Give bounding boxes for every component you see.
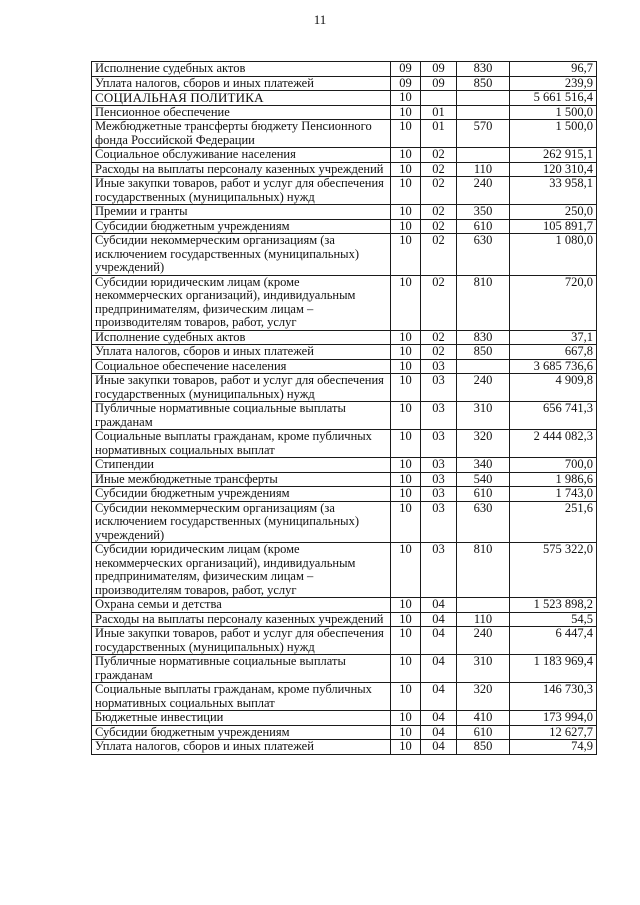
amount-cell: 74,9 xyxy=(510,740,597,755)
amount-cell: 667,8 xyxy=(510,345,597,360)
expense-type-cell: 240 xyxy=(457,627,510,655)
section-code-cell: 10 xyxy=(391,683,421,711)
table-row xyxy=(92,91,597,106)
section-code-cell: 09 xyxy=(391,76,421,91)
item-name-cell: Субсидии некоммерческим организациям (за исключением государственных (муниципальных) учреждений) xyxy=(92,501,391,543)
subsection-code-cell: 01 xyxy=(421,120,457,148)
amount-cell: 262 915,1 xyxy=(510,148,597,163)
amount-cell: 120 310,4 xyxy=(510,162,597,177)
subsection-code-cell: 04 xyxy=(421,627,457,655)
table-row xyxy=(92,740,597,755)
budget-table xyxy=(91,61,597,755)
section-code-cell: 10 xyxy=(391,105,421,120)
item-name-cell: Расходы на выплаты персоналу казенных учреждений xyxy=(92,612,391,627)
expense-type-cell: 540 xyxy=(457,472,510,487)
section-code-cell: 10 xyxy=(391,627,421,655)
item-name-cell: Исполнение судебных актов xyxy=(92,62,391,77)
table-row xyxy=(92,725,597,740)
section-code-cell: 10 xyxy=(391,543,421,598)
amount-cell: 1 183 969,4 xyxy=(510,655,597,683)
item-name-cell: Субсидии бюджетным учреждениям xyxy=(92,487,391,502)
amount-cell: 146 730,3 xyxy=(510,683,597,711)
item-name-cell: Уплата налогов, сборов и иных платежей xyxy=(92,345,391,360)
item-name-cell: Субсидии бюджетным учреждениям xyxy=(92,219,391,234)
item-name-cell: Субсидии некоммерческим организациям (за исключением государственных (муниципальных) учреждений) xyxy=(92,234,391,276)
item-name-cell: Иные межбюджетные трансферты xyxy=(92,472,391,487)
item-name-cell: Публичные нормативные социальные выплаты гражданам xyxy=(92,655,391,683)
amount-cell: 720,0 xyxy=(510,275,597,330)
table-row xyxy=(92,120,597,148)
section-code-cell: 10 xyxy=(391,219,421,234)
expense-type-cell: 610 xyxy=(457,219,510,234)
section-code-cell: 10 xyxy=(391,345,421,360)
section-code-cell: 10 xyxy=(391,740,421,755)
amount-cell: 1 080,0 xyxy=(510,234,597,276)
expense-type-cell: 310 xyxy=(457,655,510,683)
subsection-code-cell: 03 xyxy=(421,458,457,473)
table-row xyxy=(92,612,597,627)
subsection-code-cell: 04 xyxy=(421,612,457,627)
amount-cell: 700,0 xyxy=(510,458,597,473)
section-code-cell: 10 xyxy=(391,711,421,726)
table-row xyxy=(92,683,597,711)
item-name-cell: СОЦИАЛЬНАЯ ПОЛИТИКА xyxy=(92,91,391,106)
budget-table-body xyxy=(92,62,597,755)
subsection-code-cell: 02 xyxy=(421,219,457,234)
expense-type-cell xyxy=(457,359,510,374)
table-row xyxy=(92,359,597,374)
expense-type-cell: 110 xyxy=(457,162,510,177)
section-code-cell: 10 xyxy=(391,501,421,543)
section-code-cell: 10 xyxy=(391,487,421,502)
amount-cell: 173 994,0 xyxy=(510,711,597,726)
amount-cell: 3 685 736,6 xyxy=(510,359,597,374)
subsection-code-cell: 03 xyxy=(421,472,457,487)
item-name-cell: Пенсионное обеспечение xyxy=(92,105,391,120)
item-name-cell: Иные закупки товаров, работ и услуг для обеспечения государственных (муниципальных) нужд xyxy=(92,177,391,205)
subsection-code-cell: 01 xyxy=(421,105,457,120)
expense-type-cell: 570 xyxy=(457,120,510,148)
amount-cell: 33 958,1 xyxy=(510,177,597,205)
expense-type-cell: 810 xyxy=(457,543,510,598)
item-name-cell: Уплата налогов, сборов и иных платежей xyxy=(92,76,391,91)
table-row xyxy=(92,458,597,473)
table-row xyxy=(92,501,597,543)
subsection-code-cell: 03 xyxy=(421,374,457,402)
item-name-cell: Охрана семьи и детства xyxy=(92,598,391,613)
page-number: 11 xyxy=(313,12,327,27)
subsection-code-cell: 04 xyxy=(421,683,457,711)
table-row xyxy=(92,627,597,655)
amount-cell: 96,7 xyxy=(510,62,597,77)
amount-cell: 1 743,0 xyxy=(510,487,597,502)
expense-type-cell: 830 xyxy=(457,62,510,77)
subsection-code-cell: 03 xyxy=(421,501,457,543)
amount-cell: 1 986,6 xyxy=(510,472,597,487)
table-row xyxy=(92,162,597,177)
item-name-cell: Стипендии xyxy=(92,458,391,473)
expense-type-cell: 850 xyxy=(457,76,510,91)
item-name-cell: Субсидии юридическим лицам (кроме некоммерческих организаций), индивидуальным предпринимателям, физическим лицам – производителям товаров, работ, услуг xyxy=(92,275,391,330)
expense-type-cell: 610 xyxy=(457,487,510,502)
expense-type-cell: 350 xyxy=(457,205,510,220)
section-code-cell: 10 xyxy=(391,205,421,220)
section-code-cell: 10 xyxy=(391,234,421,276)
subsection-code-cell: 04 xyxy=(421,598,457,613)
amount-cell: 1 500,0 xyxy=(510,105,597,120)
subsection-code-cell: 03 xyxy=(421,487,457,502)
amount-cell: 1 500,0 xyxy=(510,120,597,148)
expense-type-cell: 110 xyxy=(457,612,510,627)
subsection-code-cell: 02 xyxy=(421,345,457,360)
subsection-code-cell: 02 xyxy=(421,148,457,163)
section-code-cell: 10 xyxy=(391,91,421,106)
section-code-cell: 10 xyxy=(391,725,421,740)
amount-cell: 656 741,3 xyxy=(510,402,597,430)
amount-cell: 250,0 xyxy=(510,205,597,220)
section-code-cell: 10 xyxy=(391,275,421,330)
table-row xyxy=(92,330,597,345)
subsection-code-cell: 09 xyxy=(421,76,457,91)
item-name-cell: Социальное обеспечение населения xyxy=(92,359,391,374)
table-row xyxy=(92,472,597,487)
section-code-cell: 10 xyxy=(391,120,421,148)
expense-type-cell xyxy=(457,148,510,163)
item-name-cell: Уплата налогов, сборов и иных платежей xyxy=(92,740,391,755)
section-code-cell: 10 xyxy=(391,177,421,205)
item-name-cell: Социальное обслуживание населения xyxy=(92,148,391,163)
expense-type-cell: 340 xyxy=(457,458,510,473)
subsection-code-cell: 09 xyxy=(421,62,457,77)
expense-type-cell: 240 xyxy=(457,177,510,205)
item-name-cell: Премии и гранты xyxy=(92,205,391,220)
expense-type-cell xyxy=(457,91,510,106)
subsection-code-cell: 04 xyxy=(421,725,457,740)
section-code-cell: 10 xyxy=(391,162,421,177)
amount-cell: 37,1 xyxy=(510,330,597,345)
subsection-code-cell: 02 xyxy=(421,234,457,276)
expense-type-cell: 850 xyxy=(457,345,510,360)
subsection-code-cell: 03 xyxy=(421,543,457,598)
item-name-cell: Субсидии бюджетным учреждениям xyxy=(92,725,391,740)
table-row xyxy=(92,105,597,120)
item-name-cell: Социальные выплаты гражданам, кроме публичных нормативных социальных выплат xyxy=(92,430,391,458)
amount-cell: 12 627,7 xyxy=(510,725,597,740)
item-name-cell: Публичные нормативные социальные выплаты гражданам xyxy=(92,402,391,430)
amount-cell: 105 891,7 xyxy=(510,219,597,234)
table-row xyxy=(92,655,597,683)
subsection-code-cell: 02 xyxy=(421,205,457,220)
item-name-cell: Бюджетные инвестиции xyxy=(92,711,391,726)
expense-type-cell: 240 xyxy=(457,374,510,402)
section-code-cell: 10 xyxy=(391,402,421,430)
expense-type-cell: 850 xyxy=(457,740,510,755)
section-code-cell: 10 xyxy=(391,359,421,374)
subsection-code-cell xyxy=(421,91,457,106)
subsection-code-cell: 04 xyxy=(421,655,457,683)
item-name-cell: Иные закупки товаров, работ и услуг для обеспечения государственных (муниципальных) нужд xyxy=(92,374,391,402)
expense-type-cell: 630 xyxy=(457,234,510,276)
section-code-cell: 10 xyxy=(391,148,421,163)
amount-cell: 4 909,8 xyxy=(510,374,597,402)
amount-cell: 2 444 082,3 xyxy=(510,430,597,458)
amount-cell: 1 523 898,2 xyxy=(510,598,597,613)
table-row xyxy=(92,76,597,91)
amount-cell: 251,6 xyxy=(510,501,597,543)
expense-type-cell: 610 xyxy=(457,725,510,740)
section-code-cell: 10 xyxy=(391,430,421,458)
section-code-cell: 10 xyxy=(391,655,421,683)
amount-cell: 575 322,0 xyxy=(510,543,597,598)
expense-type-cell: 810 xyxy=(457,275,510,330)
table-row xyxy=(92,148,597,163)
expense-type-cell: 310 xyxy=(457,402,510,430)
item-name-cell: Иные закупки товаров, работ и услуг для обеспечения государственных (муниципальных) нужд xyxy=(92,627,391,655)
subsection-code-cell: 04 xyxy=(421,711,457,726)
expense-type-cell: 320 xyxy=(457,430,510,458)
subsection-code-cell: 02 xyxy=(421,162,457,177)
table-row xyxy=(92,205,597,220)
section-code-cell: 10 xyxy=(391,374,421,402)
subsection-code-cell: 02 xyxy=(421,177,457,205)
subsection-code-cell: 02 xyxy=(421,330,457,345)
expense-type-cell xyxy=(457,598,510,613)
table-row xyxy=(92,598,597,613)
item-name-cell: Социальные выплаты гражданам, кроме публичных нормативных социальных выплат xyxy=(92,683,391,711)
section-code-cell: 10 xyxy=(391,458,421,473)
amount-cell: 54,5 xyxy=(510,612,597,627)
expense-type-cell: 830 xyxy=(457,330,510,345)
table-row xyxy=(92,219,597,234)
item-name-cell: Субсидии юридическим лицам (кроме некоммерческих организаций), индивидуальным предпринимателям, физическим лицам – производителям товаров, работ, услуг xyxy=(92,543,391,598)
table-row xyxy=(92,234,597,276)
expense-type-cell xyxy=(457,105,510,120)
subsection-code-cell: 03 xyxy=(421,359,457,374)
section-code-cell: 10 xyxy=(391,598,421,613)
table-row xyxy=(92,177,597,205)
expense-type-cell: 410 xyxy=(457,711,510,726)
table-row xyxy=(92,543,597,598)
table-row xyxy=(92,345,597,360)
section-code-cell: 09 xyxy=(391,62,421,77)
table-row xyxy=(92,711,597,726)
table-row xyxy=(92,275,597,330)
item-name-cell: Исполнение судебных актов xyxy=(92,330,391,345)
table-row xyxy=(92,430,597,458)
expense-type-cell: 320 xyxy=(457,683,510,711)
subsection-code-cell: 04 xyxy=(421,740,457,755)
item-name-cell: Межбюджетные трансферты бюджету Пенсионного фонда Российской Федерации xyxy=(92,120,391,148)
amount-cell: 6 447,4 xyxy=(510,627,597,655)
subsection-code-cell: 03 xyxy=(421,430,457,458)
table-row xyxy=(92,487,597,502)
section-code-cell: 10 xyxy=(391,330,421,345)
table-row xyxy=(92,402,597,430)
table-row xyxy=(92,374,597,402)
section-code-cell: 10 xyxy=(391,472,421,487)
expense-type-cell: 630 xyxy=(457,501,510,543)
amount-cell: 5 661 516,4 xyxy=(510,91,597,106)
table-row xyxy=(92,62,597,77)
subsection-code-cell: 03 xyxy=(421,402,457,430)
item-name-cell: Расходы на выплаты персоналу казенных учреждений xyxy=(92,162,391,177)
subsection-code-cell: 02 xyxy=(421,275,457,330)
amount-cell: 239,9 xyxy=(510,76,597,91)
section-code-cell: 10 xyxy=(391,612,421,627)
